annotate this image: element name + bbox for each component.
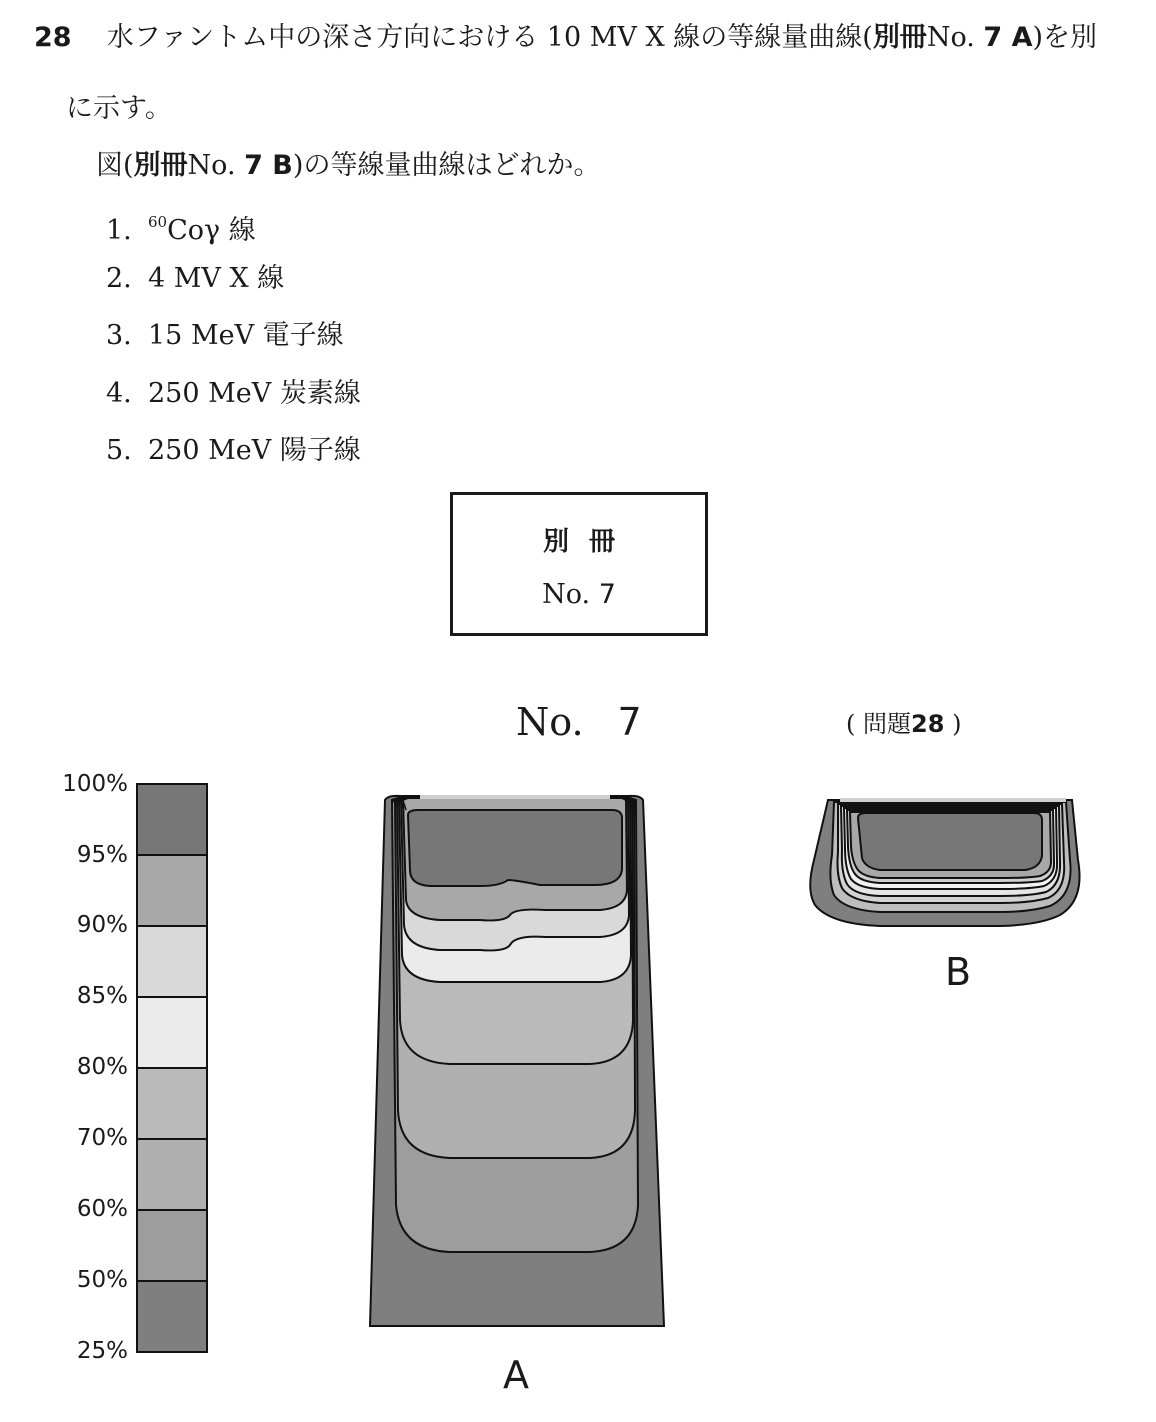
bessatsu-no-value: 7	[598, 579, 616, 610]
question-text-3-end: )の等線量曲線はどれか。	[292, 150, 601, 181]
legend-label-25: 25%	[76, 1338, 128, 1364]
choice-text: 250 MeV 炭素線	[148, 378, 361, 409]
choice-text: 4 MV X 線	[148, 263, 285, 294]
question-text-1: 水ファントム中の深さ方向における 10 MV X 線の等線量曲線(	[106, 22, 873, 53]
legend-band	[137, 855, 207, 926]
legend-label-90: 90%	[76, 912, 128, 938]
bessatsu-ref-bold: 別冊	[872, 22, 927, 53]
question-text-1-end: )を別	[1032, 22, 1098, 53]
choice-text: Coγ 線	[167, 215, 256, 246]
isodose-b-95	[858, 813, 1042, 870]
isodose-figure-a	[370, 796, 664, 1326]
legend-label-85: 85%	[76, 983, 128, 1009]
bessatsu-ref-no-2: No.	[187, 150, 245, 181]
legend-band	[137, 1210, 207, 1281]
isodose-figure-b	[810, 800, 1079, 926]
problem-ref-close: )	[952, 710, 962, 738]
problem-ref-open: (	[846, 710, 856, 738]
problem-ref-num: 28	[911, 710, 945, 738]
legend-band	[137, 997, 207, 1068]
question-text-3: 図(	[96, 150, 134, 181]
bessatsu-no-label: No.	[542, 579, 599, 610]
choice-text: 15 MeV 電子線	[148, 320, 344, 351]
figure-title-num: 7	[617, 700, 642, 744]
bessatsu-ref-num: 7 A	[983, 22, 1033, 53]
choice-number: 2.	[106, 263, 132, 294]
legend-band	[137, 1068, 207, 1139]
choice-number: 3.	[106, 320, 132, 351]
figure-a-label: A	[503, 1353, 529, 1397]
choice-number: 5.	[106, 435, 132, 466]
isodose-a-95	[408, 810, 622, 886]
bessatsu-ref-bold-2: 別冊	[133, 150, 188, 181]
figure-b-label: B	[944, 950, 972, 994]
legend-label-60: 60%	[76, 1196, 128, 1222]
choice-text: 250 MeV 陽子線	[148, 435, 361, 466]
legend-label-50: 50%	[76, 1267, 128, 1293]
problem-ref-text: 問題	[863, 710, 912, 738]
figure-title-no: No.	[516, 700, 584, 744]
legend-band	[137, 926, 207, 997]
legend-label-95: 95%	[76, 842, 128, 868]
legend-label-80: 80%	[76, 1054, 128, 1080]
bessatsu-ref-no: No.	[926, 22, 984, 53]
question-line-2: に示す。	[66, 93, 172, 124]
legend-label-100: 100%	[62, 771, 128, 797]
bessatsu-ref-num-2: 7 B	[244, 150, 293, 181]
choice-number: 4.	[106, 378, 132, 409]
question-number: 28	[34, 22, 72, 53]
legend-band	[137, 1281, 207, 1352]
legend-band	[137, 784, 207, 855]
legend-band	[137, 1139, 207, 1210]
legend-label-70: 70%	[76, 1125, 128, 1151]
bessatsu-title: 別冊	[542, 527, 635, 557]
choice-superscript: 60	[148, 213, 168, 231]
choice-number: 1.	[106, 215, 132, 246]
legend-bar	[137, 784, 207, 1352]
